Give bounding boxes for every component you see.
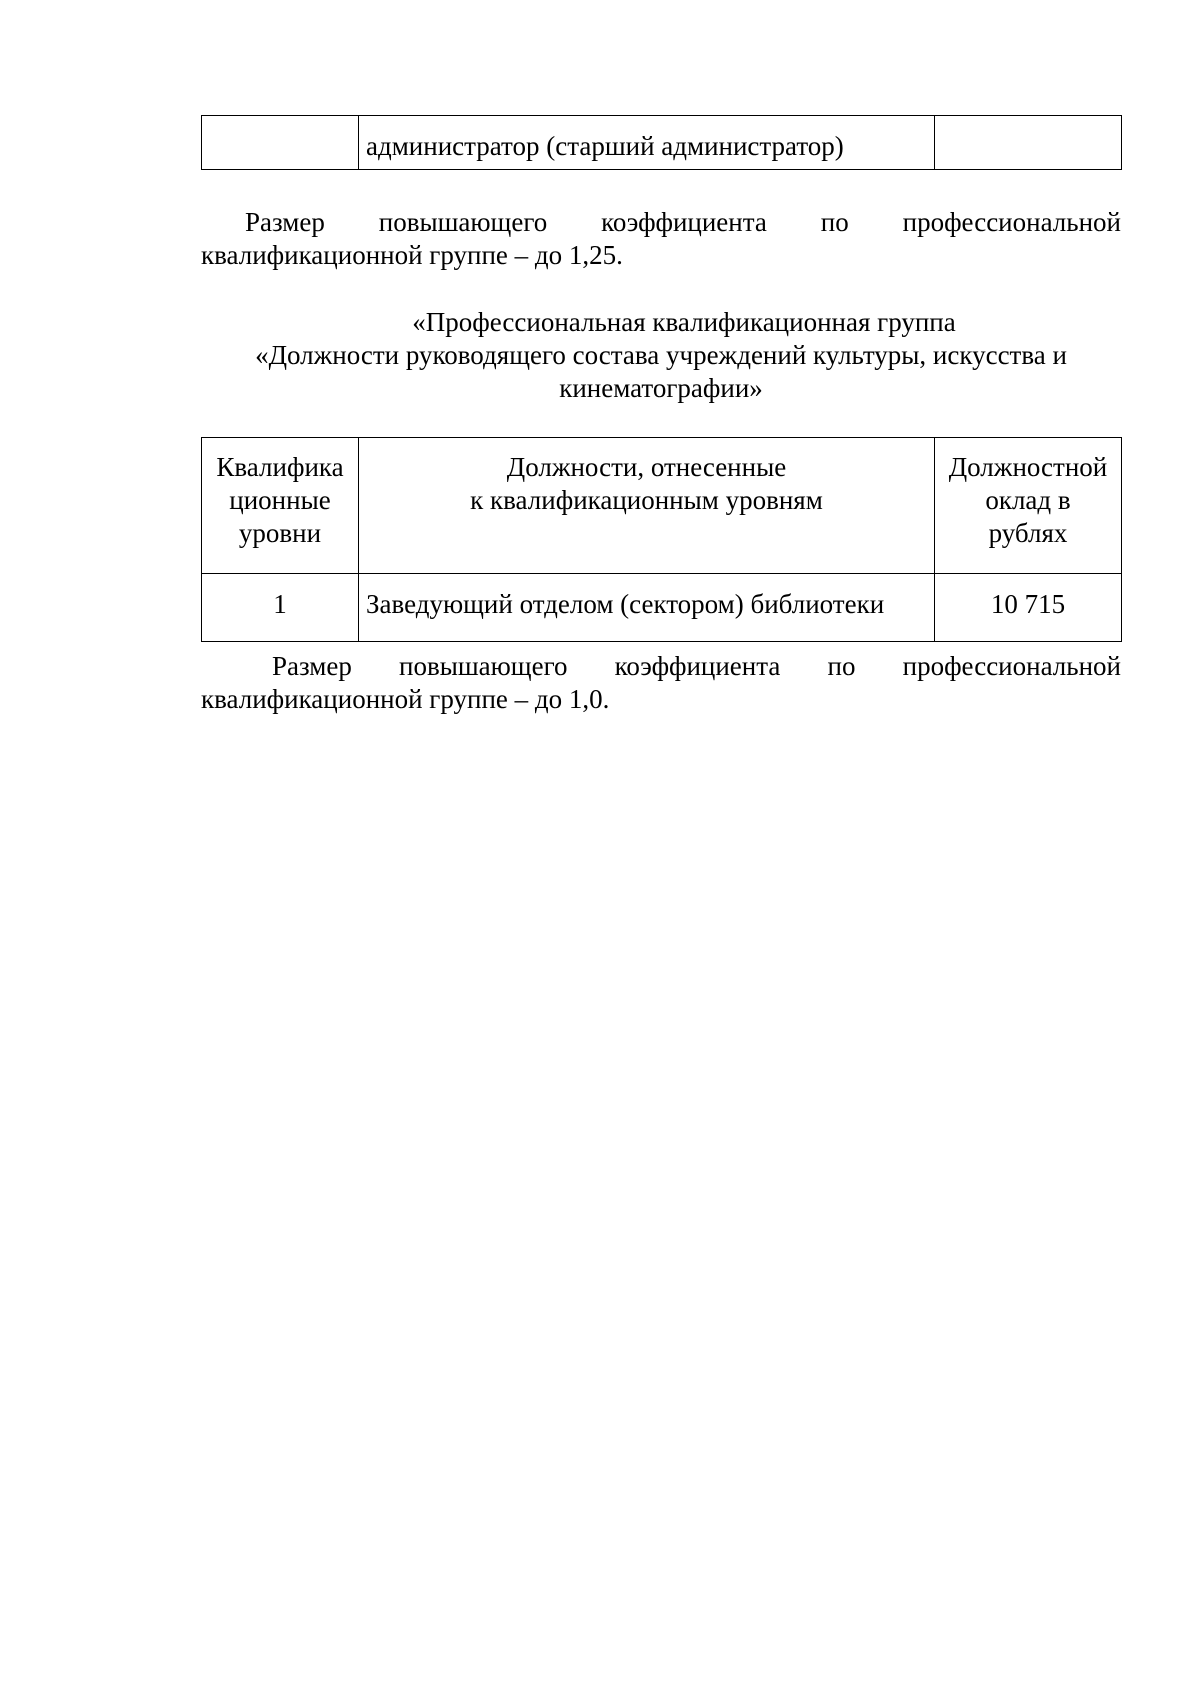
table-row — [202, 116, 1122, 170]
header-text: Должности, отнесенные — [506, 452, 787, 482]
paragraph-line: Размер повышающего коэффициента по профессиональной — [272, 651, 1121, 681]
header-text: Квалифика — [216, 452, 344, 482]
heading-line: «Профессиональная квалификационная группа — [412, 307, 956, 337]
coefficient-paragraph-2 — [201, 650, 1121, 716]
cell-position: Заведующий отделом (сектором) библиотеки — [359, 574, 935, 642]
header-text: уровни — [238, 518, 322, 548]
heading-line: кинематографии» — [559, 373, 763, 403]
header-text: ционные — [229, 485, 331, 515]
table-header-row — [202, 438, 1122, 574]
top-table-fragment — [201, 115, 1122, 170]
paragraph-line: квалификационной группе – до 1,0. — [201, 684, 610, 714]
group-heading — [201, 306, 1121, 405]
coefficient-paragraph-1 — [201, 206, 1121, 272]
position-text: администратор (старший администратор) — [366, 131, 844, 161]
table-cell-level — [202, 116, 359, 170]
header-text: к квалификационным уровням — [470, 485, 823, 515]
header-positions — [359, 438, 935, 574]
table-cell-position — [359, 116, 935, 170]
qualification-table — [201, 437, 1122, 642]
heading-line: «Должности руководящего состава учреждений культуры, искусства и — [255, 340, 1067, 370]
table-cell-salary — [935, 116, 1122, 170]
header-text: Должностной — [948, 452, 1108, 482]
header-level — [202, 438, 359, 574]
paragraph-line: Размер повышающего коэффициента по профессиональной — [245, 207, 1121, 237]
table-row — [202, 574, 1122, 642]
paragraph-line: квалификационной группе – до 1,25. — [201, 240, 623, 270]
cell-level: 1 — [202, 574, 359, 642]
header-text: оклад в — [985, 485, 1071, 515]
header-salary — [935, 438, 1122, 574]
header-text: рублях — [988, 518, 1068, 548]
cell-salary: 10 715 — [935, 574, 1122, 642]
